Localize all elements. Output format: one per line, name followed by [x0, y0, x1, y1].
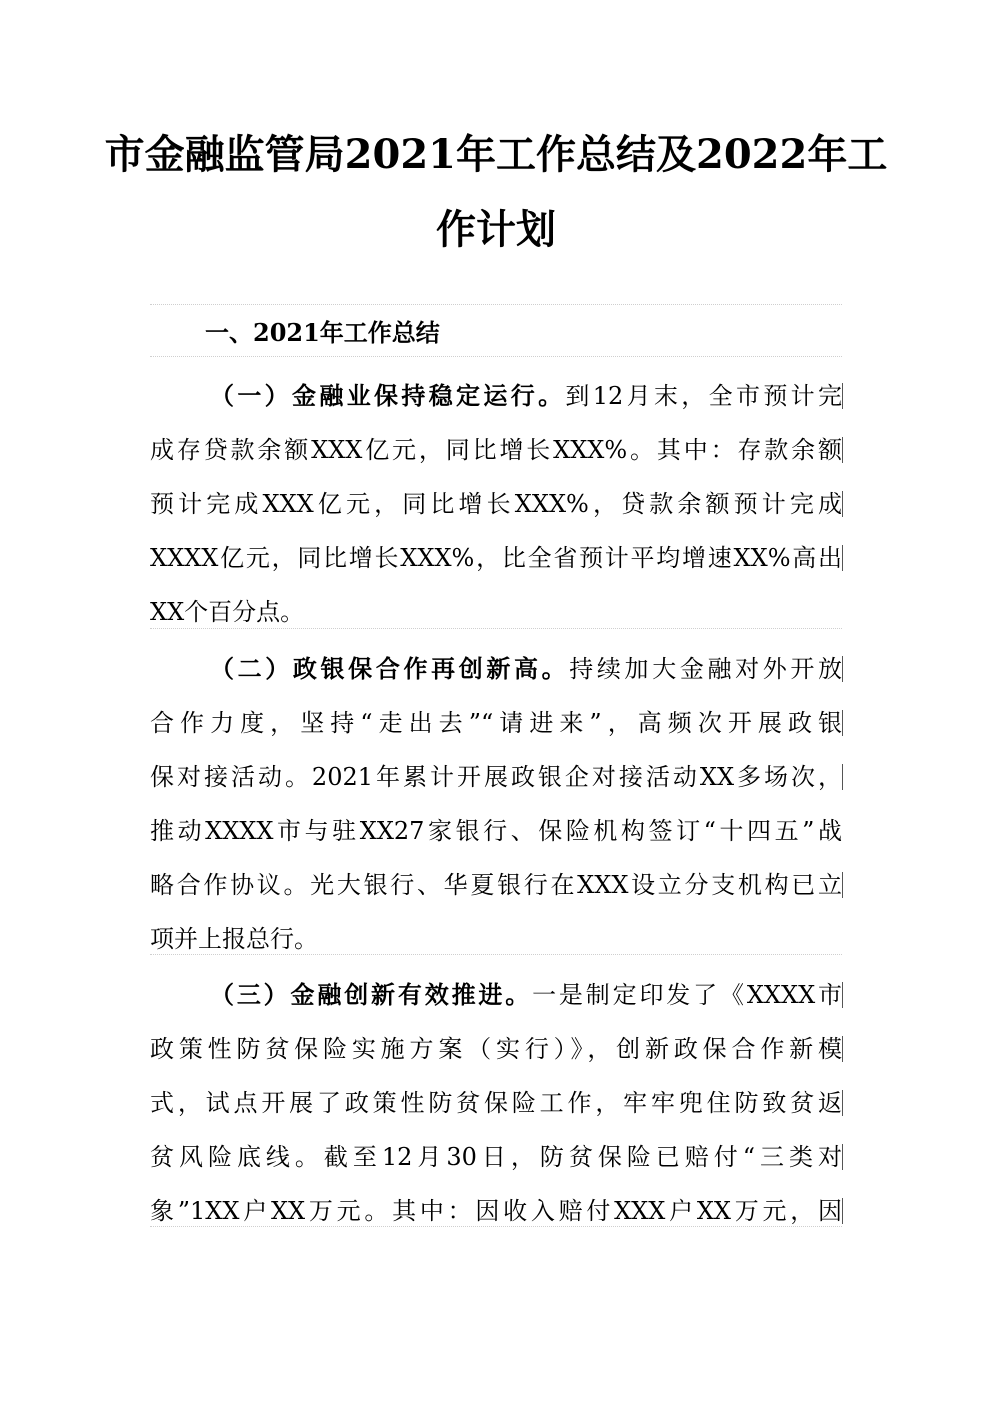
paragraph-1-line-1	[210, 381, 842, 411]
section-divider	[150, 954, 842, 955]
line-end-marker	[842, 437, 843, 463]
document-title-line-2: 作计划	[436, 206, 556, 253]
paragraph-1-line-5: XX个百分点。	[150, 598, 305, 626]
line-end-marker	[842, 545, 843, 571]
line-end-marker	[842, 764, 843, 790]
paragraph-3-line-4: 贫风险底线。截至12月30日，防贫保险已赔付“三类对	[150, 1143, 842, 1171]
document-title-line-1: 市金融监管局2021年工作总结及2022年工	[104, 131, 888, 178]
line-end-marker	[842, 383, 843, 409]
line-end-marker	[842, 710, 843, 736]
section-divider	[150, 356, 842, 357]
paragraph-1-line-4: XXXX亿元，同比增长XXX%，比全省预计平均增速XX%高出	[150, 544, 842, 572]
paragraph-2-line-6: 项并上报总行。	[150, 925, 318, 953]
line-end-marker	[842, 491, 843, 517]
paragraph-3-lead: （三）金融创新有效推进。	[210, 980, 533, 1009]
paragraph-1-line-3: 预计完成XXX亿元，同比增长XXX%，贷款余额预计完成	[150, 490, 842, 518]
paragraph-2-line-5: 略合作协议。光大银行、华夏银行在XXX设立分支机构已立	[150, 871, 842, 899]
paragraph-2-line-1-text: 持续加大金融对外开放	[569, 655, 843, 683]
paragraph-1-line-1-text: 到12月末，全市预计完	[565, 382, 842, 410]
section-heading: 一、2021年工作总结	[205, 318, 440, 347]
paragraph-2-line-2: 合作力度，坚持“走出去”“请进来”，高频次开展政银	[150, 709, 842, 737]
paragraph-3-line-1	[210, 980, 842, 1010]
paragraph-2-line-1	[210, 654, 842, 684]
section-divider	[150, 628, 842, 629]
paragraph-2-line-4: 推动XXXX市与驻XX27家银行、保险机构签订“十四五”战	[150, 817, 842, 845]
line-end-marker	[842, 872, 843, 898]
paragraph-2-line-3: 保对接活动。2021年累计开展政银企对接活动XX多场次，	[150, 763, 842, 791]
line-end-marker	[842, 982, 843, 1008]
line-end-marker	[842, 1144, 843, 1170]
paragraph-3-line-2: 政策性防贫保险实施方案（实行）》，创新政保合作新模	[150, 1035, 842, 1063]
line-end-marker	[842, 1036, 843, 1062]
paragraph-1-lead: （一）金融业保持稳定运行。	[210, 381, 566, 410]
paragraph-2-lead: （二）政银保合作再创新高。	[210, 654, 570, 683]
section-divider	[150, 1226, 842, 1227]
line-end-marker	[842, 1198, 843, 1224]
line-end-marker	[842, 656, 843, 682]
paragraph-3-line-3: 式，试点开展了政策性防贫保险工作，牢牢兜住防致贫返	[150, 1089, 842, 1117]
paragraph-1-line-2: 成存贷款余额XXX亿元，同比增长XXX%。其中：存款余额	[150, 436, 842, 464]
section-divider	[150, 304, 842, 305]
line-end-marker	[842, 1090, 843, 1116]
paragraph-3-line-5: 象”1XX户XX万元。其中：因收入赔付XXX户XX万元，因	[150, 1197, 842, 1225]
paragraph-3-line-1-text: 一是制定印发了《XXXX市	[532, 981, 843, 1009]
